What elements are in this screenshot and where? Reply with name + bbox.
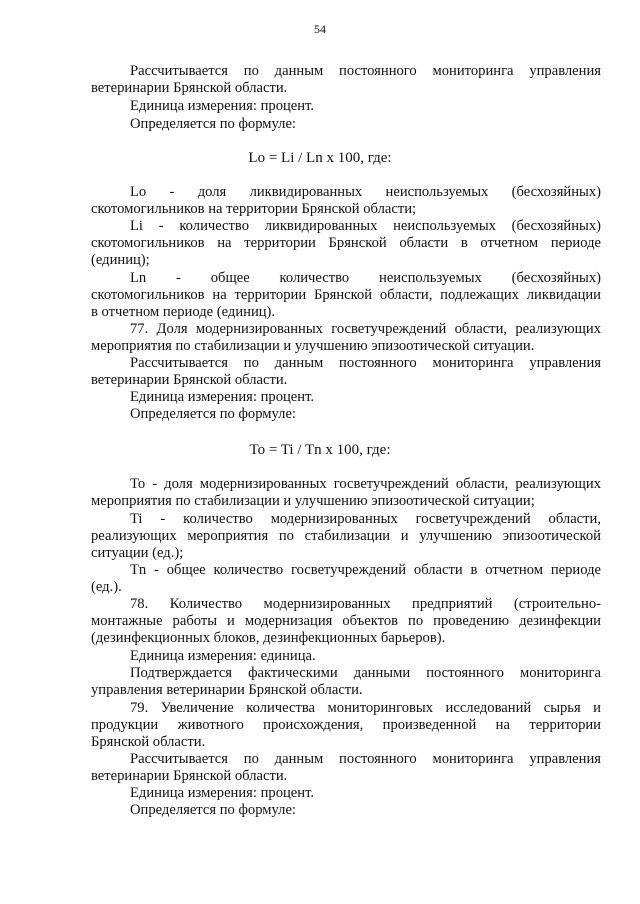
text-line: управления ветеринарии Брянской области. xyxy=(91,682,363,698)
text-line: Определяется по формуле: xyxy=(130,116,296,132)
text-line: монтажные работы и модернизация объектов по проведению дезинфекции xyxy=(91,613,601,629)
text-line: Li - количество ликвидированных неиспользуемых (бесхозяйных) xyxy=(130,218,601,234)
text-line: Рассчитывается по данным постоянного мониторинга управления xyxy=(130,751,601,767)
text-line: Tn - общее количество госветучреждений области в отчетном периоде xyxy=(130,562,601,578)
text-line: скотомогильников на территории Брянской области; xyxy=(91,201,417,217)
text-line: To - доля модернизированных госветучреждений области, реализующих xyxy=(130,476,601,492)
text-line: Единица измерения: единица. xyxy=(130,648,316,664)
text-line: 77. Доля модернизированных госветучреждений области, реализующих xyxy=(130,321,601,337)
page-number: 54 xyxy=(314,22,326,36)
text-line: в отчетном периоде (единиц). xyxy=(91,304,276,320)
text-line: скотомогильников на территории Брянской области в отчетном периоде xyxy=(91,235,601,251)
text-line: Рассчитывается по данным постоянного мониторинга управления xyxy=(130,355,601,371)
text-line: Определяется по формуле: xyxy=(130,802,296,818)
text-line: Подтверждается фактическими данными постоянного мониторинга xyxy=(130,665,601,681)
text-line: ветеринарии Брянской области. xyxy=(91,372,288,388)
text-line: Ti - количество модернизированных госветучреждений области, xyxy=(130,511,601,527)
text-line: Единица измерения: процент. xyxy=(130,389,315,405)
text-line: Единица измерения: процент. xyxy=(130,785,315,801)
text-line: Lo - доля ликвидированных неиспользуемых (бесхозяйных) xyxy=(130,184,601,200)
text-line: Единица измерения: процент. xyxy=(130,98,315,114)
text-line: ветеринарии Брянской области. xyxy=(91,80,288,96)
text-line: Рассчитывается по данным постоянного мониторинга управления xyxy=(130,63,601,79)
text-line: ветеринарии Брянской области. xyxy=(91,768,288,784)
text-line: Определяется по формуле: xyxy=(130,406,296,422)
text-line: 78. Количество модернизированных предприятий (строительно- xyxy=(130,596,601,612)
text-line: Брянской области. xyxy=(91,734,206,750)
text-line: Ln - общее количество неиспользуемых (бесхозяйных) xyxy=(130,270,601,286)
text-line: (ед.). xyxy=(91,579,122,595)
text-line: (единиц); xyxy=(91,252,150,268)
text-line: мероприятия по стабилизации и улучшению эпизоотической ситуации. xyxy=(91,338,535,354)
text-line: ситуации (ед.); xyxy=(91,545,184,561)
text-line: реализующих мероприятия по стабилизации и улучшению эпизоотической xyxy=(91,528,601,544)
text-line: скотомогильников на территории Брянской области, подлежащих ликвидации xyxy=(91,287,601,303)
text-line: 79. Увеличение количества мониторинговых исследований сырья и xyxy=(130,700,601,716)
text-line: (дезинфекционных блоков, дезинфекционных барьеров). xyxy=(91,630,446,646)
text-line: мероприятия по стабилизации и улучшению эпизоотической ситуации; xyxy=(91,493,535,509)
formula-to: To = Ti / Tn x 100, где: xyxy=(249,442,391,458)
formula-lo: Lo = Li / Ln x 100, где: xyxy=(248,150,392,166)
text-line: продукции животного происхождения, произведенной на территории xyxy=(91,717,601,733)
